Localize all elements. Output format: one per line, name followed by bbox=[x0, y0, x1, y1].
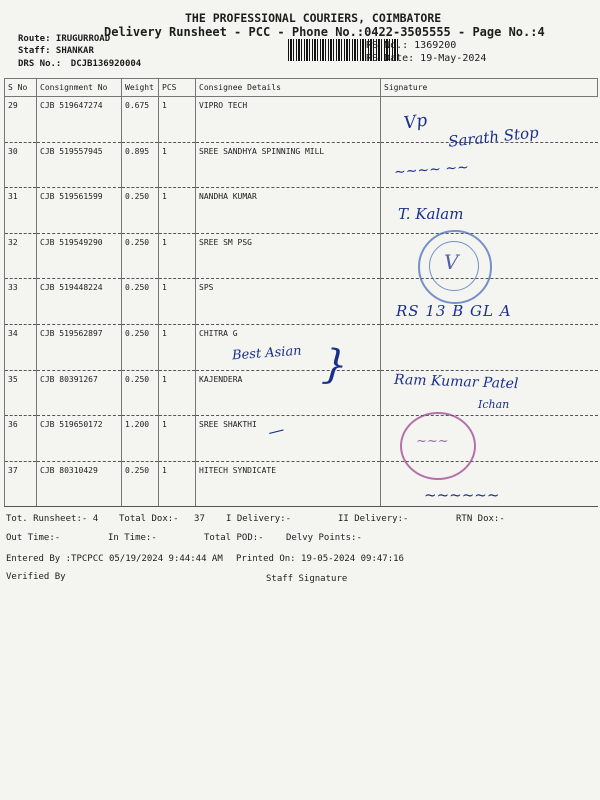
cell-pcs: 1 bbox=[159, 416, 196, 462]
stamp-signature: V bbox=[444, 250, 459, 274]
i-delivery: I Delivery:- bbox=[226, 514, 292, 524]
out-time: Out Time:- bbox=[6, 533, 61, 543]
rs-number: RS No.: 1369200 bbox=[366, 40, 457, 51]
col-consignee-header: Consignee Details bbox=[196, 79, 381, 97]
cell-consignee: KAJENDERA bbox=[196, 370, 381, 416]
delvy-points: Delvy Points:- bbox=[286, 533, 362, 543]
printed-on: Printed On: 19-05-2024 09:47:16 bbox=[236, 554, 404, 564]
drs-label: DRS No.: bbox=[18, 59, 62, 69]
rs-date: RS Date: 19-May-2024 bbox=[366, 53, 487, 64]
col-signature-header: Signature bbox=[381, 79, 598, 97]
cell-weight: 0.250 bbox=[122, 370, 159, 416]
table-row bbox=[5, 461, 598, 507]
total-dox-label: Total Dox:- bbox=[119, 514, 179, 524]
signature-row-37: ~~~~~~ bbox=[424, 486, 500, 504]
staff-signature: Staff Signature bbox=[266, 574, 348, 584]
col-weight-header: Weight bbox=[122, 79, 159, 97]
cell-consignment: CJB 519562897 bbox=[37, 324, 122, 370]
cell-consignment: CJB 80391267 bbox=[37, 370, 122, 416]
cell-consignment: CJB 519647274 bbox=[37, 97, 122, 143]
cell-pcs: 1 bbox=[159, 188, 196, 234]
cell-consignment: CJB 80310429 bbox=[37, 461, 122, 507]
cell-weight: 0.895 bbox=[122, 142, 159, 188]
cell-consignment: CJB 519448224 bbox=[37, 279, 122, 325]
drs-value: DCJB136920004 bbox=[70, 59, 142, 69]
signature-row-35-b: Ichan bbox=[478, 398, 510, 411]
cell-consignee: SREE SHAKTHI bbox=[196, 416, 381, 462]
signature-row-34-stroke: } bbox=[320, 341, 350, 389]
cell-pcs: 1 bbox=[159, 279, 196, 325]
cell-weight: 0.250 bbox=[122, 279, 159, 325]
cell-sno: 34 bbox=[5, 324, 37, 370]
total-dox bbox=[119, 514, 205, 524]
cell-consignment: CJB 519561599 bbox=[37, 188, 122, 234]
cell-sno: 36 bbox=[5, 416, 37, 462]
cell-consignee: VIPRO TECH bbox=[196, 97, 381, 143]
cell-consignee: SPS bbox=[196, 279, 381, 325]
cell-pcs: 1 bbox=[159, 324, 196, 370]
cell-sno: 37 bbox=[5, 461, 37, 507]
cell-consignee: SREE SANDHYA SPINNING MILL bbox=[196, 142, 381, 188]
cell-sno: 30 bbox=[5, 142, 37, 188]
route: Route: IRUGURROAD bbox=[18, 34, 111, 44]
tot-runsheet: Tot. Runsheet:- 4 bbox=[6, 514, 99, 524]
ii-delivery: II Delivery:- bbox=[338, 514, 409, 524]
cell-consignee: SREE SM PSG bbox=[196, 233, 381, 279]
col-consignment-header: Consignment No bbox=[37, 79, 122, 97]
cell-sno: 35 bbox=[5, 370, 37, 416]
cell-consignment: CJB 519557945 bbox=[37, 142, 122, 188]
cell-weight: 0.250 bbox=[122, 461, 159, 507]
cell-pcs: 1 bbox=[159, 142, 196, 188]
table-row bbox=[5, 233, 598, 279]
cell-pcs: 1 bbox=[159, 233, 196, 279]
cell-sno: 31 bbox=[5, 188, 37, 234]
table-row bbox=[5, 142, 598, 188]
signature-row-29: Vp bbox=[402, 110, 429, 134]
col-pcs-header: PCS bbox=[159, 79, 196, 97]
cell-weight: 1.200 bbox=[122, 416, 159, 462]
cell-consignment: CJB 519650172 bbox=[37, 416, 122, 462]
cell-signature bbox=[381, 324, 598, 370]
signature-row-30-a: Sarath Stop bbox=[447, 123, 540, 151]
stamp-signature-purple: ~~~ bbox=[416, 434, 449, 449]
col-sno-header: S No bbox=[5, 79, 37, 97]
round-stamp-blue bbox=[418, 230, 492, 304]
table-header-row bbox=[5, 79, 598, 97]
cell-consignee: CHITRA G bbox=[196, 324, 381, 370]
cell-weight: 0.675 bbox=[122, 97, 159, 143]
in-time: In Time:- bbox=[108, 533, 157, 543]
signature-row-34: Best Asian bbox=[231, 343, 303, 364]
cell-weight: 0.250 bbox=[122, 188, 159, 234]
signature-row-36-stroke: — bbox=[265, 419, 287, 442]
signature-row-31: T. Kalam bbox=[398, 205, 464, 223]
total-pod: Total POD:- bbox=[204, 533, 264, 543]
verified-by: Verified By bbox=[6, 572, 66, 582]
entered-by: Entered By :TPCPCC 05/19/2024 9:44:44 AM bbox=[6, 554, 223, 564]
runsheet-subtitle: Delivery Runsheet - PCC - Phone No.:0422-3505555 - Page No.:4 bbox=[104, 25, 545, 39]
cell-weight: 0.250 bbox=[122, 233, 159, 279]
round-stamp-purple bbox=[400, 412, 476, 480]
signature-row-30-b: ~~~~ ~~ bbox=[393, 159, 470, 181]
signature-row-35: Ram Kumar Patel bbox=[393, 371, 519, 393]
table-row bbox=[5, 416, 598, 462]
cell-pcs: 1 bbox=[159, 370, 196, 416]
staff: Staff: SHANKAR bbox=[18, 46, 94, 56]
cell-sno: 29 bbox=[5, 97, 37, 143]
drs-number bbox=[18, 59, 141, 69]
total-dox-value: 37 bbox=[194, 514, 205, 524]
company-name: THE PROFESSIONAL COURIERS, COIMBATORE bbox=[185, 11, 442, 25]
cell-pcs: 1 bbox=[159, 461, 196, 507]
cell-consignee: NANDHA KUMAR bbox=[196, 188, 381, 234]
cell-weight: 0.250 bbox=[122, 324, 159, 370]
cell-consignment: CJB 519549290 bbox=[37, 233, 122, 279]
signature-row-33: RS 13 B GL A bbox=[396, 302, 512, 320]
cell-sno: 32 bbox=[5, 233, 37, 279]
table-row bbox=[5, 188, 598, 234]
rtn-dox: RTN Dox:- bbox=[456, 514, 505, 524]
cell-sno: 33 bbox=[5, 279, 37, 325]
cell-pcs: 1 bbox=[159, 97, 196, 143]
cell-consignee: HITECH SYNDICATE bbox=[196, 461, 381, 507]
